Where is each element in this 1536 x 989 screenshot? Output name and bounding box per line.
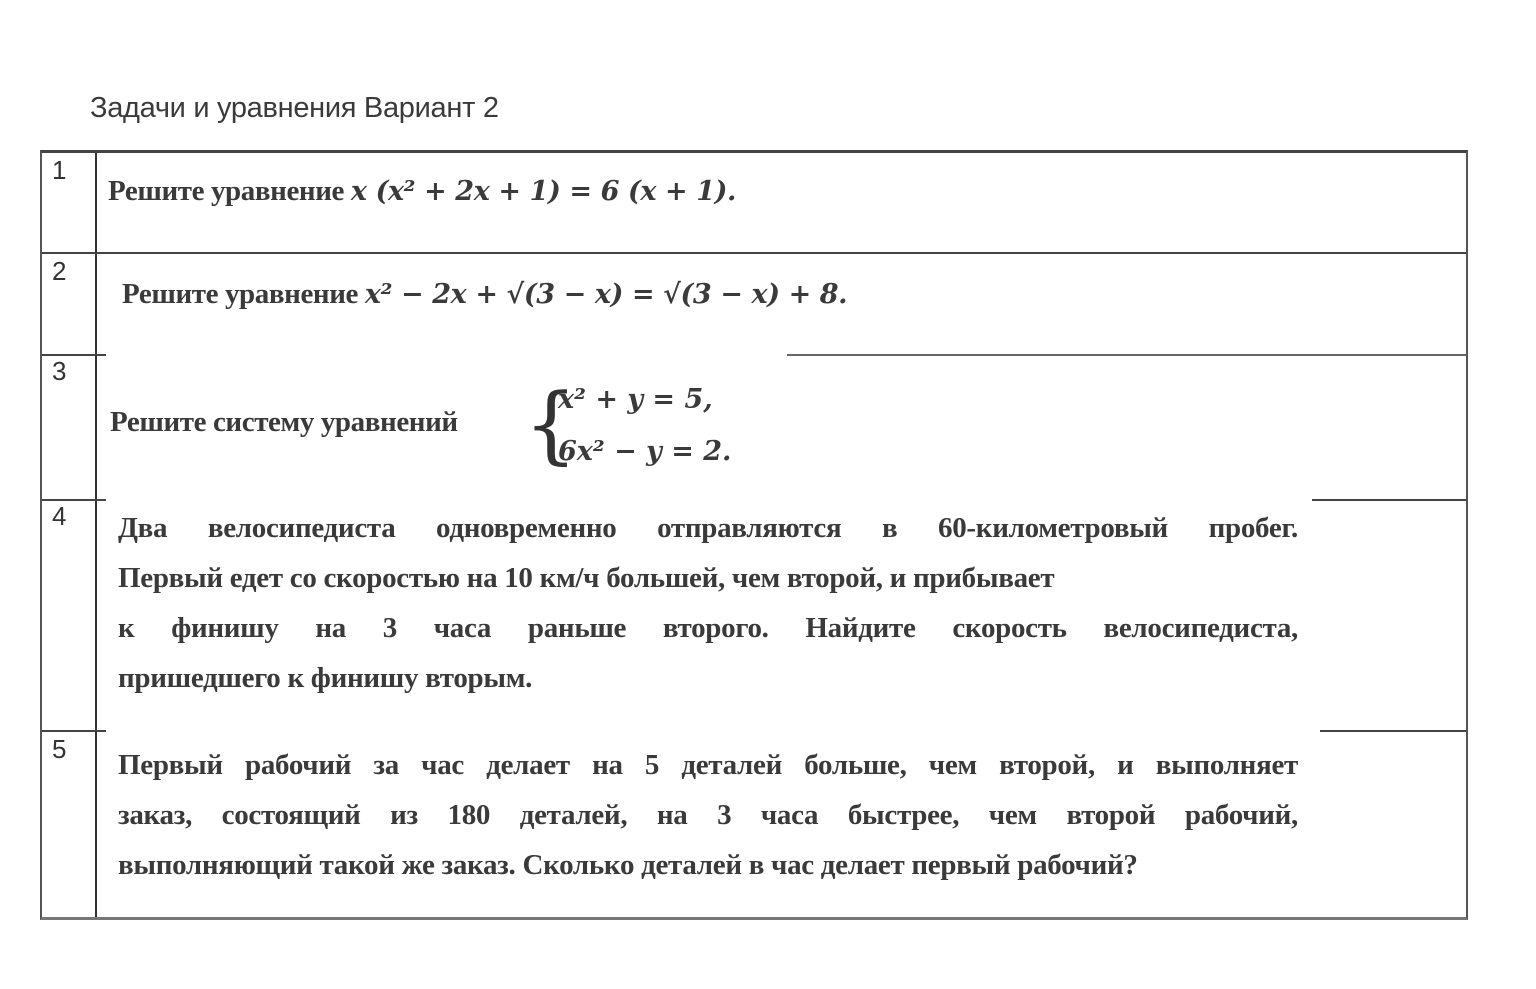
text-line: к финишу на 3 часа раньше второго. Найдите скорость велосипедиста, (118, 612, 1298, 644)
task-number: 3 (52, 356, 67, 386)
page-title: Задачи и уравнения Вариант 2 (90, 92, 499, 124)
equation: x² − 2x + √(3 − x) = √(3 − x) + 8. (364, 279, 848, 310)
task-prompt: Решите систему уравнений (110, 406, 458, 438)
text-line: Первый рабочий за час делает на 5 деталей больше, чем второй, и выполняет (118, 749, 1298, 781)
task-text (122, 278, 847, 311)
task-prompt: Решите уравнение (122, 278, 359, 310)
task-row-4 (42, 501, 1466, 731)
text-line: выполняющий такой же заказ. Сколько деталей в час делает первый рабочий? (118, 849, 1138, 881)
task-row-5 (42, 732, 1466, 918)
text-line: Два велосипедиста одновременно отправляются в 60-километровый пробег. (118, 512, 1298, 544)
task-number: 1 (52, 155, 67, 185)
task-text (108, 175, 736, 208)
task-number: 2 (52, 256, 67, 286)
tasks-table (40, 150, 1468, 920)
system-equation-2: 6x² − y = 2. (558, 436, 732, 467)
equation: x (x² + 2x + 1) = 6 (x + 1). (350, 176, 737, 207)
task-row-1 (42, 153, 1466, 253)
text-line: заказ, состоящий из 180 деталей, на 3 часа быстрее, чем второй рабочий, (118, 799, 1298, 831)
task-row-2 (42, 254, 1466, 354)
task-row-3 (42, 356, 1466, 499)
task-number: 5 (52, 734, 67, 764)
task-prompt: Решите уравнение (108, 175, 345, 207)
task-number: 4 (52, 501, 67, 531)
system-equation-1: x² + y = 5, (558, 384, 713, 415)
text-line: Первый едет со скоростью на 10 км/ч большей, чем второй, и прибывает (118, 562, 1055, 594)
text-line: пришедшего к финишу вторым. (118, 662, 533, 694)
task-text (118, 503, 1298, 703)
system-brace: { (524, 375, 578, 473)
task-text (118, 740, 1298, 890)
